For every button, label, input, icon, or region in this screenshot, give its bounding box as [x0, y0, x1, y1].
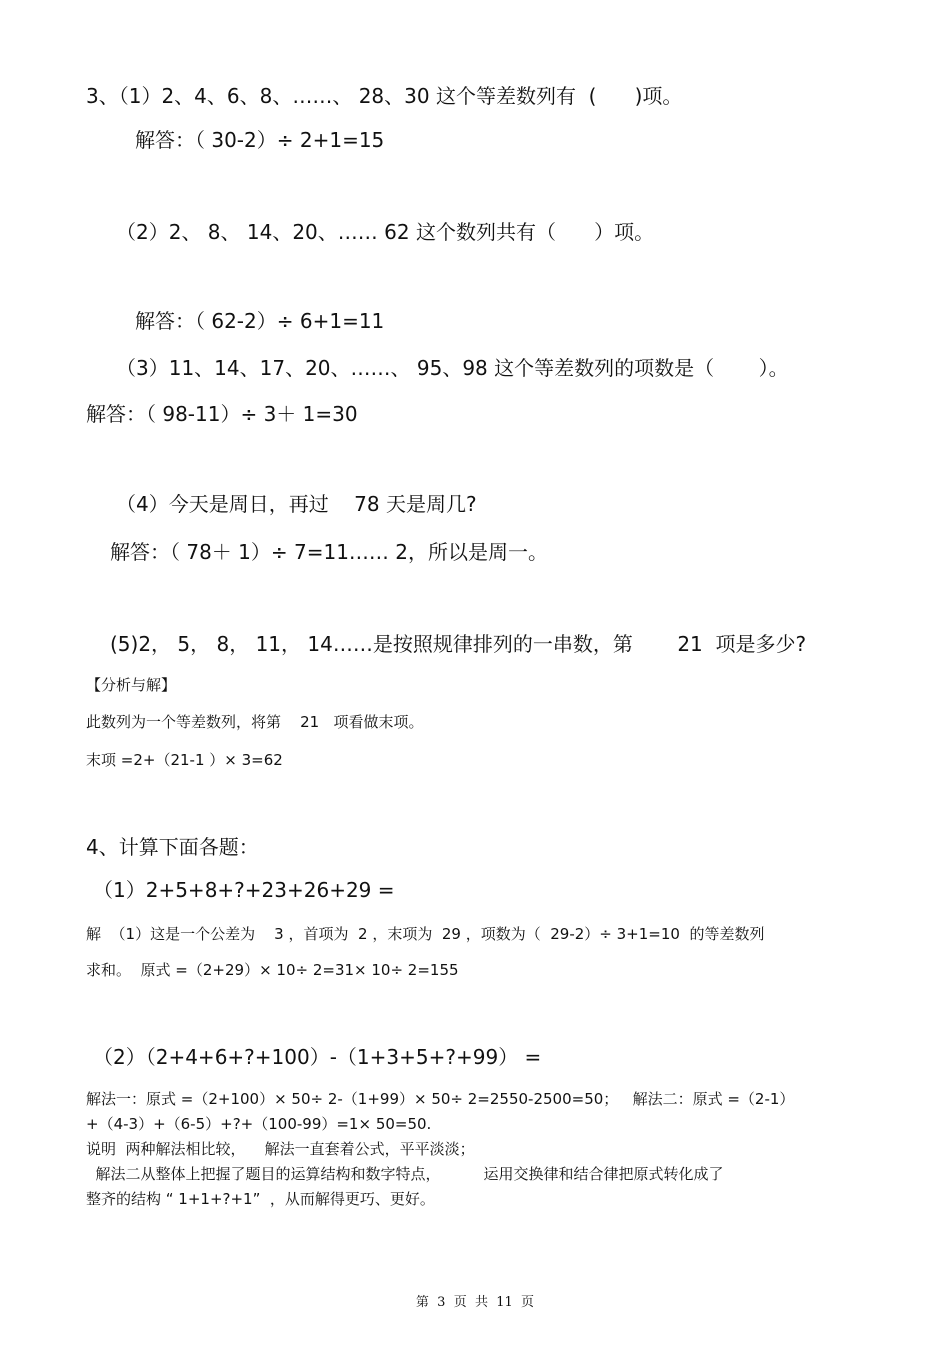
- q3-p1-answer: 解答：（ 30-2）÷ 2+1=15: [135, 128, 385, 152]
- q4-p2-solution-line-2: +（4-3）+（6-5）+?+（100-99）=1× 50=50.: [86, 1115, 432, 1133]
- q3-p2-question: （2）2、 8、 14、20、…… 62 这个数列共有（ ）项。: [116, 220, 655, 244]
- q3-p2-answer: 解答：（ 62-2）÷ 6+1=11: [135, 309, 385, 333]
- q3-p5-analysis-line-1: 此数列为一个等差数列，将第 21 项看做末项。: [86, 713, 424, 731]
- q3-p4-question: （4）今天是周日，再过 78 天是周几?: [116, 492, 477, 516]
- q4-p2-note-line-3: 整齐的结构 “ 1+1+?+1” ，从而解得更巧、更好。: [86, 1190, 435, 1208]
- q4-p1-solution-line-1: 解 （1）这是一个公差为 3 ，首项为 2 ，末项为 29 ，项数为（ 29-2）÷ 3+1=10 的等差数列: [86, 925, 765, 943]
- q4-p2-note-line-2: 解法二从整体上把握了题目的运算结构和数字特点， 运用交换律和结合律把原式转化成了: [86, 1165, 724, 1183]
- q4-p2-note-line-1: 说明 两种解法相比较， 解法一直套着公式，平平淡淡；: [86, 1140, 475, 1158]
- q4-header: 4、计算下面各题：: [86, 835, 259, 859]
- q4-p1-solution-line-2: 求和。 原式 =（2+29）× 10÷ 2=31× 10÷ 2=155: [86, 961, 459, 979]
- q3-p3-question: （3）11、14、17、20、……、 95、98 这个等差数列的项数是（ ）。: [116, 356, 789, 380]
- q3-header: 3、（1）2、4、6、8、……、 28、30 这个等差数列有 ( )项。: [86, 84, 683, 108]
- q4-p1-question: （1）2+5+8+?+23+26+29 =: [93, 878, 395, 902]
- page-number: 第 3 页 共 11 页: [415, 1295, 535, 1310]
- q4-p2-solution-line-1: 解法一：原式 =（2+100）× 50÷ 2-（1+99）× 50÷ 2=2550-2500=50； 解法二：原式 =（2-1）: [86, 1090, 795, 1108]
- q3-p5-analysis-line-2: 末项 =2+（21-1 ）× 3=62: [86, 751, 283, 769]
- q3-p5-question: (5)2， 5， 8， 11， 14……是按照规律排列的一串数，第 21 项是多少?: [110, 632, 807, 656]
- q4-p2-question: （2）（2+4+6+?+100）-（1+3+5+?+99） =: [93, 1045, 542, 1069]
- q3-p3-answer: 解答：（ 98-11）÷ 3＋ 1=30: [86, 402, 358, 426]
- q3-p5-analysis-title: 【分析与解】: [86, 676, 177, 694]
- q3-p4-answer: 解答：（ 78＋ 1）÷ 7=11…… 2，所以是周一。: [110, 540, 549, 564]
